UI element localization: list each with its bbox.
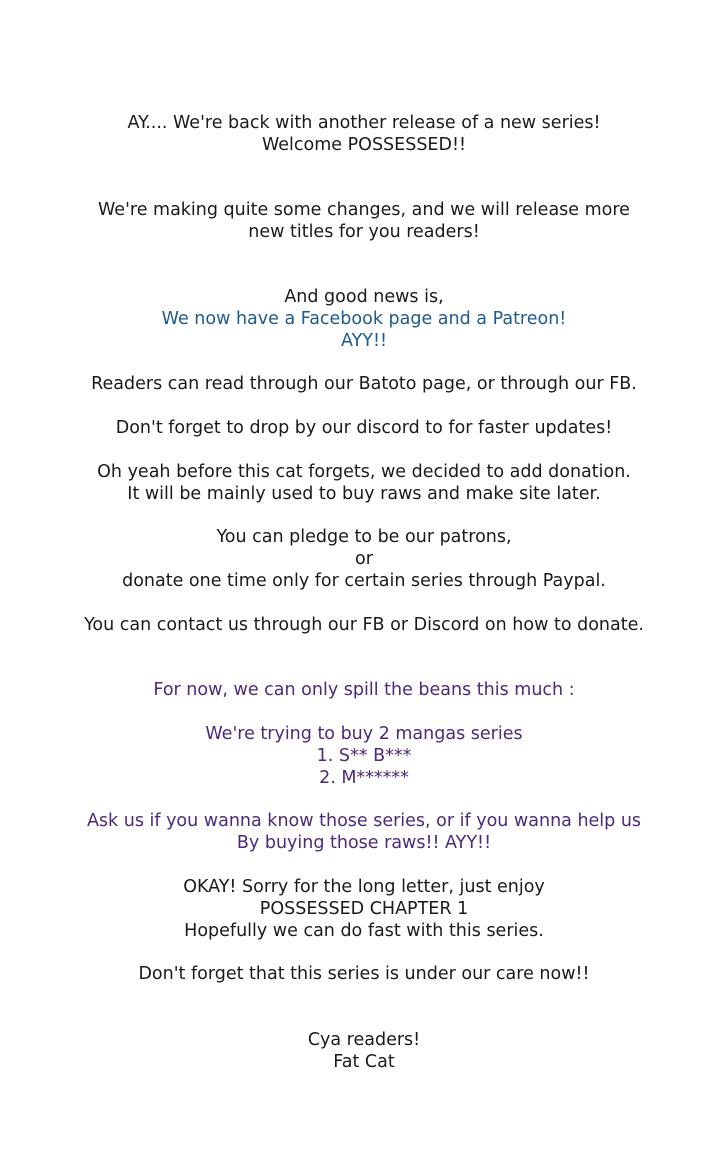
letter-line-intro: AY.... We're back with another release of a new series! <box>127 113 601 133</box>
letter-line-good-news: And good news is, <box>284 287 444 307</box>
letter-line-ask-us: Ask us if you wanna know those series, or if you wanna help us <box>86 811 642 831</box>
letter-line-changes: We're making quite some changes, and we will release more <box>98 200 630 220</box>
letter-line-or: or <box>355 549 373 569</box>
letter-line-new-titles: new titles for you readers! <box>248 222 480 242</box>
letter-line-spill-beans: For now, we can only spill the beans this much : <box>153 680 575 700</box>
letter-line-series-2: 2. M****** <box>319 768 409 788</box>
letter-line-read-through: Readers can read through our Batoto page, or through our FB. <box>91 374 637 394</box>
letter-line-paypal: donate one time only for certain series through Paypal. <box>122 571 606 591</box>
letter-line-facebook-patreon: We now have a Facebook page and a Patreon! <box>161 309 567 329</box>
letter-line-chapter: POSSESSED CHAPTER 1 <box>259 899 469 919</box>
letter-signature: Fat Cat <box>333 1052 395 1072</box>
letter-line-okay: OKAY! Sorry for the long letter, just enjoy <box>183 877 545 897</box>
letter-line-raws: It will be mainly used to buy raws and make site later. <box>127 484 601 504</box>
letter-line-hopefully: Hopefully we can do fast with this series. <box>184 921 544 941</box>
letter-line-welcome: Welcome POSSESSED!! <box>262 135 466 155</box>
letter-line-under-care: Don't forget that this series is under our care now!! <box>138 964 590 984</box>
letter-line-buy-series: We're trying to buy 2 mangas series <box>205 724 523 744</box>
letter-line-series-1: 1. S** B*** <box>316 746 412 766</box>
letter-line-donation: Oh yeah before this cat forgets, we decided to add donation. <box>97 462 631 482</box>
letter-line-pledge: You can pledge to be our patrons, <box>216 527 512 547</box>
letter-line-cya: Cya readers! <box>307 1030 421 1050</box>
letter-line-discord: Don't forget to drop by our discord to for faster updates! <box>115 418 613 438</box>
letter-line-ayy: AYY!! <box>340 331 388 351</box>
letter-line-contact: You can contact us through our FB or Discord on how to donate. <box>84 615 644 635</box>
letter-line-buying-raws: By buying those raws!! AYY!! <box>236 833 492 853</box>
